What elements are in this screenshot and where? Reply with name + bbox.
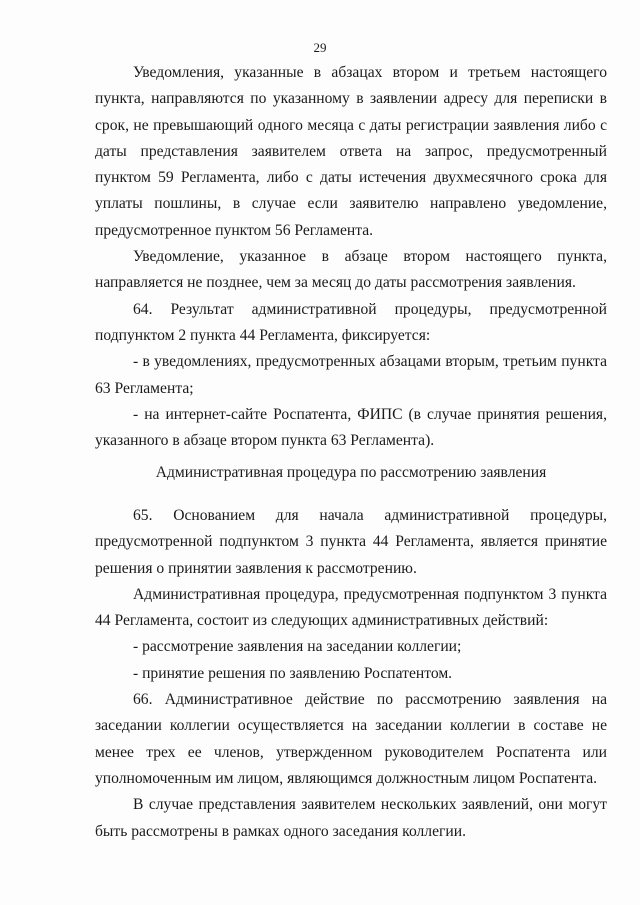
list-item-website: - на интернет-сайте Роспатента, ФИПС (в случае принятия решения, указанного в абзаце втором пункта 63 Регламента). [95, 405, 607, 450]
list-item-notifications: - в уведомлениях, предусмотренных абзацами вторым, третьим пункта 63 Регламента; [95, 353, 607, 397]
list-item-board-review: - рассмотрение заявления на заседании коллегии; [133, 638, 462, 656]
paragraph-item-66: 66. Административное действие по рассмотрению заявления на заседании коллегии осуществляется на заседании коллегии в составе не менее трех ее членов, утвержденном руководителем Роспатента или уполномоченным им лицом, являющимся должностным лицом Роспатента. [95, 691, 607, 787]
section-application-review [95, 503, 607, 845]
section-heading: Административная процедура по рассмотрению заявления [155, 464, 547, 481]
paragraph-item-65: 65. Основанием для начала административной процедуры, предусмотренной подпунктом 3 пункта 44 Регламента, является принятие решения о принятии заявления к рассмотрению. [95, 507, 607, 577]
section-notifications [95, 60, 607, 454]
paragraph-procedure-actions: Административная процедура, предусмотренная подпунктом 3 пункта 44 Регламента, состоит из следующих административных действий: [95, 585, 607, 630]
list-item-decision: - принятие решения по заявлению Роспатентом. [133, 664, 453, 682]
paragraph-notification-deadline: Уведомление, указанное в абзаце втором настоящего пункта, направляется не позднее, чем за месяц до даты рассмотрения заявления. [95, 248, 607, 292]
paragraph-item-64: 64. Результат административной процедуры, предусмотренной подпунктом 2 пункта 44 Регламента, фиксируется: [95, 300, 607, 344]
paragraph-notification-terms: Уведомления, указанные в абзацах втором и третьем настоящего пункта, направляются по указанному в заявлении адресу для переписки в срок, не превышающий одного месяца с даты регистрации заявления либо с даты представления заявителем ответа на запрос, предусмотренный пунктом 59 Регламента, либо с даты истечения двухмесячного срока для уплаты пошлины, в случае если заявителю направлено уведомление, предусмотренное пунктом 56 Регламента. [95, 64, 607, 239]
page-number: 29 [313, 40, 327, 55]
paragraph-multiple-applications: В случае представления заявителем нескольких заявлений, они могут быть рассмотрены в рамках одного заседания коллегии. [95, 796, 607, 840]
